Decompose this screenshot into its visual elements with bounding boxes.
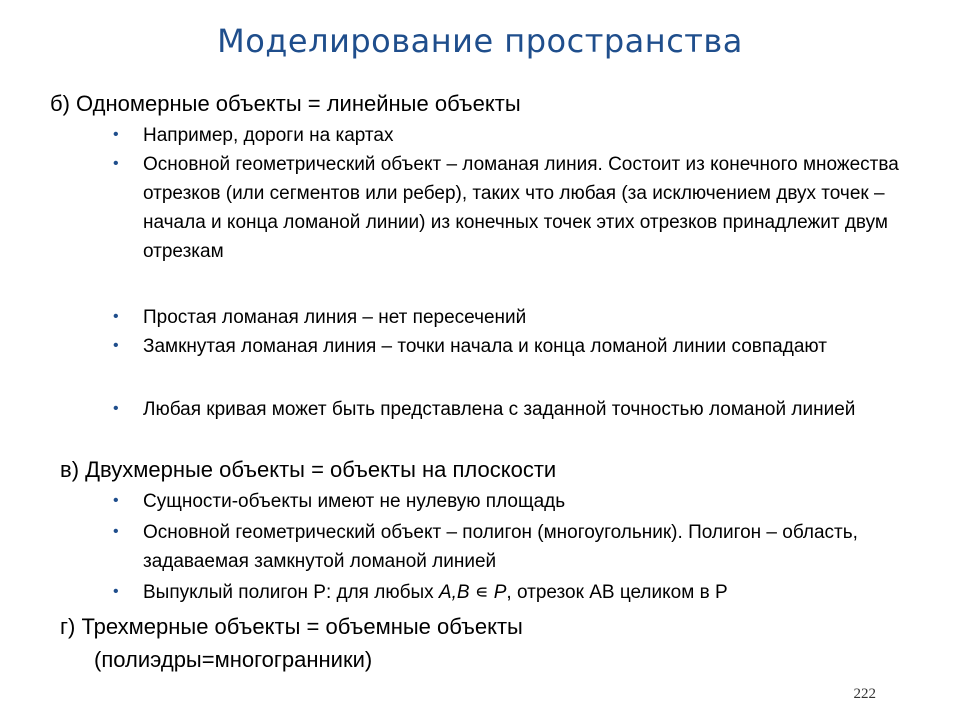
bullet-icon: • <box>113 492 119 509</box>
bullet-icon: • <box>113 155 119 172</box>
bullet-icon: • <box>113 523 119 540</box>
section-heading-volumetric: г) Трехмерные объекты = объемные объекты <box>60 614 523 639</box>
section-heading-linear: б) Одномерные объекты = линейные объекты <box>50 91 521 116</box>
bullet-text: Замкнутая ломаная линия – точки начала и конца ломаной линии совпадают <box>143 336 827 357</box>
bullet-text: Любая кривая может быть представлена с заданной точностью ломаной линией <box>143 399 856 420</box>
bullet-text <box>143 578 928 607</box>
list-item <box>113 332 928 361</box>
convex-suffix: , отрезок АВ целиком в Р <box>506 582 728 603</box>
list-item <box>113 150 928 266</box>
list-item <box>113 303 928 332</box>
section-heading-planar: в) Двухмерные объекты = объекты на плоскости <box>60 457 557 482</box>
bullet-icon: • <box>113 583 119 600</box>
list-item <box>113 518 928 576</box>
page-number: 222 <box>853 686 876 702</box>
bullet-text: Сущности-объекты имеют не нулевую площадь <box>143 491 566 512</box>
convex-prefix: Выпуклый полигон P: для любых <box>143 582 439 603</box>
bullet-icon: • <box>113 337 119 354</box>
convex-set: P <box>493 582 507 603</box>
list-item <box>113 487 928 516</box>
section-heading-volumetric-sub: (полиэдры=многогранники) <box>94 647 373 672</box>
bullet-text: Основной геометрический объект – полигон (многоугольник). Полигон – область, задаваемая замкнутой ломаной линией <box>143 522 858 572</box>
bullet-text: Простая ломаная линия – нет пересечений <box>143 307 527 328</box>
list-item <box>113 578 928 607</box>
bullet-icon: • <box>113 126 119 143</box>
bullet-icon: • <box>113 308 119 325</box>
bullet-text: Например, дороги на картах <box>143 125 394 146</box>
bullet-icon: • <box>113 400 119 417</box>
element-of-symbol: ∊ <box>474 582 489 603</box>
list-item <box>113 395 928 424</box>
slide-title: Моделирование пространства <box>217 22 743 60</box>
bullet-text: Основной геометрический объект – ломаная линия. Состоит из конечного множества отрезков (или сегментов или ребер), таких что любая (за исключением двух точек – начала и конца ломаной линии) из конечных точек этих отрезков принадлежит двум отрезкам <box>143 154 899 262</box>
list-item <box>113 121 928 150</box>
convex-vars: A,B <box>438 582 470 603</box>
